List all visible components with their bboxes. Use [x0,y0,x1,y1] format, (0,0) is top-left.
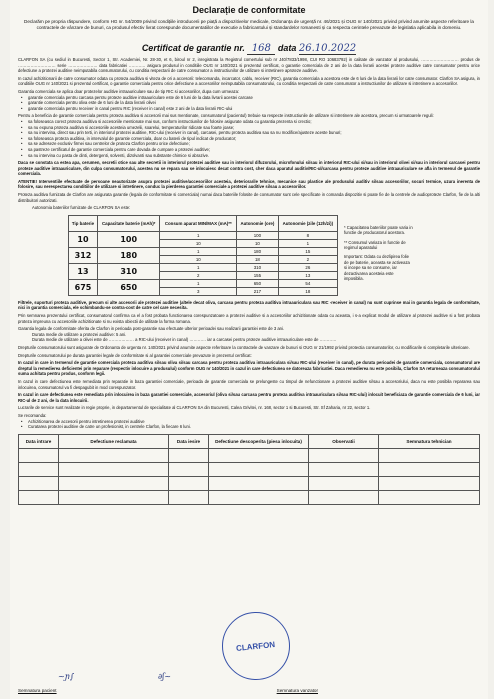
certificate-date: 26.10.2022 [298,43,357,54]
table-cell: 100 [237,231,279,239]
table-cell: 54 [278,279,337,287]
body-paragraph-2: In cazul achizitionarii de catre consumator odata cu proteza auditiva si viteza de ori a accesorii: telecomanda, incarcator, cablu, receiver (RIC), garantia comerciala a acestora este de 6 luni de la data livrarii lor catre consumator. Clarfon SA asigura, in conditiile OUG nr 140/2021 si prezentul certificat, o garantie comerciala pentru orice defectiune a accesoriilor neimputabila consumatorului, cu conditia respectarii de catre consumator a instructiunilor de utilizare si intretinere a accesoriilor. [18,75,480,87]
body-paragraph-12: In cazul in care in termenul de garantie comerciala proteza auditiva si/sau oliva si/sau carcasa pentru proteza auditiva intraauriculara si/sau RIC-ului (receiver in canal), pe durata perioadei de garantie comerciala, consumatorul are dreptul la remedierea deficientei prin reparare (respectiv inlocuire a produsului) conform OUG nr 140/2021 in cazul in care defectiunea se datoreaza fabricatiei. Daca remedierea nu este posibila, Clarfon SA returneaza consumatorului suma achitata pentru produs, conform legii. [18,360,480,377]
recommendations-title: Se recomanda: [18,412,47,418]
battery-type: 10 [69,231,98,247]
table-cell: 18 [278,287,337,295]
handwritten-signature: ~ɲ∫ [58,672,75,681]
stamp-text: CLARFON [236,639,276,653]
table-row [19,448,480,462]
body-paragraph-8: Prin semnarea prezentului certificat, consumatorul confirma ca el a fost probata functionarea corespunzatoare a protezei auditive si a accesoriilor achizitionate odata cu aceasta, i s-a explicat modul de utilizare al protezei auditive si a fost probata proteza impreuna cu accesoriile achizitionate si nu exista obiectii de utilitate la forma romana. [18,313,480,324]
table-cell: 310 [237,263,279,271]
table-cell: 18 [237,255,279,263]
note-important: Important: Odata cu dezlipirea folie de pe baterie, aceasta se activeaza si incepe sa se consume, iar dezactivarea acesteia este imposibila. [344,254,410,282]
warning-paragraph: ATENTIE! Interventiile efectuate de persoane neautorizate asupra protezei auditive/accesoriilor acesteia, deteriorarile tehnice, mecanice sau plastice ale produsului auditiv si/sau accesoriilor, socuri termice, uzura inerenta de folosire, sau nerespectarea conditiilor de utilizare si intretinere, conduc la pierderea garantiei comerciale a protezei auditive si/sau a accesoriilor. [18,178,480,190]
intro-text: Declarăm pe propria răspundere, conform HG nr. 54/2009 privind condițiile introducerii pe piață a dispozitivelor medicale, Ordonanța de urgență nr. 46/2021 și OUG nr 140/2021 privind privind anumite aspecte referitoare la contractele de vânzare de bunuri, ca produsul efectiv livrat corespunde documentatiilor de executie a fabricantului și standardelor romanesti și ca respecta cerintele prevazute de legislatia aplicabila in domeniu. [24,19,474,30]
list-item: • garantie comerciala pentru carcasa pentru proteze auditive intraauriculare este de 6 luni de la data livrarii acestei carcase [18,95,480,101]
table-cell: 10 [160,239,237,247]
column-header: Autonomie (ore) [237,215,279,231]
date-label: data [277,43,297,53]
body-paragraph-11: Drepturile consumatorului pe durata garantiei legale de conformitate si al garantiei comerciale prevazute in prezentul certificat: [18,352,252,358]
table-cell: 8 [278,231,337,239]
table-cell: 155 [237,271,279,279]
table-cell: 13 [278,271,337,279]
body-paragraph-5: Daca se constata ca estea apa, cerumen, secretii otice sau alte secretii in interiorul protezei auditive sau in interiorul difuzorului, microfonului si/sau in interiorul RIC-ului si/sau in interiorul olivei si/sau in interiorul carcasei pentru proteze auditive intraauriculare, din culpa consumatorului, acestea nu se repara sau se inlocuiesc decat contra cost, cher daca aparatul auditiv/RIC-ul/carcasa pentru proteze auditive intraauriculare se afla in termenul de garantie comerciala. [18,160,480,177]
table-header-row [69,215,338,231]
table-cell: 3 [160,287,237,295]
list-item: • sa nu expuna proteza auditiva si accesoriile acesteia umezelii, soarelui, temperaturilor ridicate sau foarte joase; [18,125,480,131]
company-stamp [222,612,290,680]
table-cell: 1 [160,247,237,255]
list-item: • Achizitionarea de accesorii pentru intretinerea protezei auditive [18,419,480,425]
column-header: Capacitate baterie (mAh)* [97,215,159,231]
note-consumption: ** Consumul variaza in functie de regimul aparatului [344,239,406,251]
list-item: • sa nu intervina, direct sau prin terti, in interiorul protezei auditive, RIC-ului (receiver in canal), carcasei, pentru proteza auditiva sau sa nu modifice/ajusteze aceste bunuri; [18,130,480,136]
column-header: Tip baterie [69,215,98,231]
battery-type: 13 [69,263,98,279]
certificate-heading [18,43,480,55]
body-paragraph-9: Garantia legala de conformitate oferita de Clarfon in perioada post-garantie sau efectuate ulterior perioadei sau realizarii garantiei este de 3 ani. [18,326,285,332]
certificate-label: Certificat de garantie nr. [141,43,245,53]
seller-signature-label: Semnatura vanzator [276,688,318,693]
table-row [19,476,480,490]
note-capacity: * Capacitatea bateriilor poate varia in functie de producatorul acestora. [344,224,413,236]
battery-capacity: 650 [97,279,159,295]
battery-type: 312 [69,247,98,263]
table-cell: 1 [160,279,237,287]
battery-table [68,215,338,296]
body-paragraph-6: Proteza auditiva furnizata de Clarfon are asigurata garantie (legala de conformitate si comerciala) numai daca bateriile folosite de consumator sunt cele specificate in comanda dispozitiv si poate fie de la centrele de audioproteze Clarfon, fie de la alti distribuitori autorizati. [18,192,480,203]
table-cell: 15 [278,247,337,255]
table-row [69,279,338,287]
column-header: Consum aparat MIN/MAX (mA)** [160,215,237,231]
document-page [10,0,488,699]
table-cell: 1 [160,231,237,239]
body-paragraph-14: In cazul in care defectiunea este remediata prin inlocuirea in baza garantiei comerciale, accesoriul (oliva si/sau carcasa pentru proteza auditiva intraauriculara si/sau RIC-ului) inlocuit beneficiaza de garantie comerciala de 6 luni, iar RIC-ul de 2 ani, de la data inlocuirii. [18,392,480,403]
service-table [18,434,480,505]
page-title: Declarație de conformitate [192,5,306,15]
table-caption: Autonomia bateriilor furnizate de CLARFON SA este: [32,205,131,211]
body-paragraph-7: Filtrele, suporturi proteza auditive, precum si alte accesorii ale protezei auditive (altele decat oliva, carcasa pentru proteza auditiva intraauriculara sau RIC -receiver in canal) nu sunt cuprinse mai in garantia legala de conformitate, nici in garantia comerciala, ele schimbandu-se contra-cost de catre cel care necesita. [18,299,480,311]
body-paragraph-15: Lucrarile de service sunt realizate in regie proprie, in departamentul de specialitate al CLARFON SA din Bucuresti, Calea Grivitei, nr. 168, sector 1 si Bucuresti, Str. Sf Zaharia, nr 22, sector 1. [18,405,371,411]
patient-signature-label: Semnatura pacient [18,688,57,693]
list-item: • sa foloseasca proteza auditiva, in intervalul de garantie comerciala, doar cu baterii de tipul indicat de producator; [18,136,480,142]
battery-section [18,215,480,296]
list-item: • sa se adreseze exclusiv firmei sau centrelor de proteza Clarfon pentru orice defectiune; [18,141,480,147]
body-paragraph-4: Pentru a beneficia de garantie comerciala pentru proteza auditiva si accesorii mai sus mentionate, consumatorul (pacientul) trebuie sa respecte instructiunile de utilizare si intretinere ale acestora, precum si urmatoarele reguli: [18,113,434,119]
column-header: Data iesire [169,434,209,448]
table-cell: 217 [237,287,279,295]
table-cell: 2 [160,271,237,279]
body-paragraph-13: In cazul in care defectiunea este remediata prin reparatie in baza garantiei comerciale, perioada de garantie comerciala se prelungeste cu timpul de nefunctionare a protezei auditive si/sau a accesoriului, daca nu este posibila repararea sau inlocuirea, consumatorul va fi despagubit in mod corespunzator. [18,378,480,390]
handwritten-signature: ∂ʃ~ [158,672,172,681]
list-item: • sa nu intervina cu pasta de dinti, detergenti, solventi, dizolvanti sau substante chimice si abrazive. [18,153,480,159]
usage-line: Durata medie de utilizare a olivei este de ……………… a RIC-ului (receiver in canal) ………… iar a carcasei pentru proteze auditive intraauriculare este de ………… [32,337,337,343]
body-paragraph-1: CLARFON SA (cu sediul in Bucuresti, Sector 1, Str. Academiei, Nr. 28-30, et 6, biroul nr 2, inregistrata la Registrul comertului sub nr J40/7833/1998, CUI RO 10683792) in calitate de vanzator al produsului, ……………………… produs de ……………………… serie ………………… data fabricatiei ………… asigura produsul in conditiile OUG nr 140/2021 si prezentul certificat, o garantie comerciala de 2 ani de la data livrarii acestei proteze auditive catre consumator pentru orice defectiune a protezei auditive neimputabila consumatorului, cu conditia respectarii de catre consumator a instructiunilor de utilizare si intretinere aproteze auditive. [18,57,480,74]
battery-capacity: 180 [97,247,159,263]
list-item: • garantie comerciala pentru oliva este de 6 luni de la data livrarii olivei [18,100,480,106]
table-cell: 650 [237,279,279,287]
table-row [69,231,338,239]
table-cell: 10 [237,239,279,247]
certificate-number: 168 [247,43,275,55]
signature-labels [18,688,318,693]
column-header: Defectiune reclamata [59,434,169,448]
table-cell: 1 [160,263,237,271]
list-item: • sa foloseasca corect proteza auditiva si accesoriile mentionate mai sus, conform instructiunilor de folosire asigurate odata cu garantia prezenta si crectio; [18,119,480,125]
battery-capacity: 100 [97,231,159,247]
table-notes [344,225,414,296]
usage-line: Durata medie de utilizare a protezei auditive: 5 ani. [32,331,127,337]
battery-capacity: 310 [97,263,159,279]
body-paragraph-10: Drepturile consumatorului sunt asigurate de Ordonanta de urgenta nr. 140/2021 privind anumite aspecte referitoare la contractele de vanzare de bunuri si OUG nr 21/1992 privind protectia consumatorilor, cu modificarile si completarile ulterioare. [18,345,470,350]
column-header: Observatii [309,434,379,448]
table-cell: 180 [237,247,279,255]
table-row [19,462,480,476]
column-header: Autonomie (zile (12h/zi)) [278,215,337,231]
column-header: Defectiune descoperita (piesa inlocuita) [209,434,309,448]
column-header: Data intrare [19,434,59,448]
table-header-row [19,434,480,448]
list-item: • garantie comerciala pentru receiver in canal pentru RIC (receiver in canal) este 2 ani de la data livrarii RIC-ului [18,106,480,112]
column-header: Semnatura tehnician [379,434,480,448]
table-cell: 10 [160,255,237,263]
table-row [69,247,338,255]
table-row [19,490,480,504]
battery-type: 675 [69,279,98,295]
list-item: • sa pastreze certificatul de garantie comerciala pentru care dovada de cumpare a protezei auditive; [18,147,480,153]
table-cell: 26 [278,263,337,271]
table-cell: 1 [278,239,337,247]
body-paragraph-3: Garantia comerciala se aplica doar protezelor auditive intraauriculare sau de tip RIC si accesoriilor, dupa cum urmeaza: [18,88,240,94]
table-cell: 2 [278,255,337,263]
list-item: • Curatarea protezei auditive de catre un profesionist, in centrele Clarfon, la fiecare 6 luni. [18,424,480,430]
table-row [69,263,338,271]
